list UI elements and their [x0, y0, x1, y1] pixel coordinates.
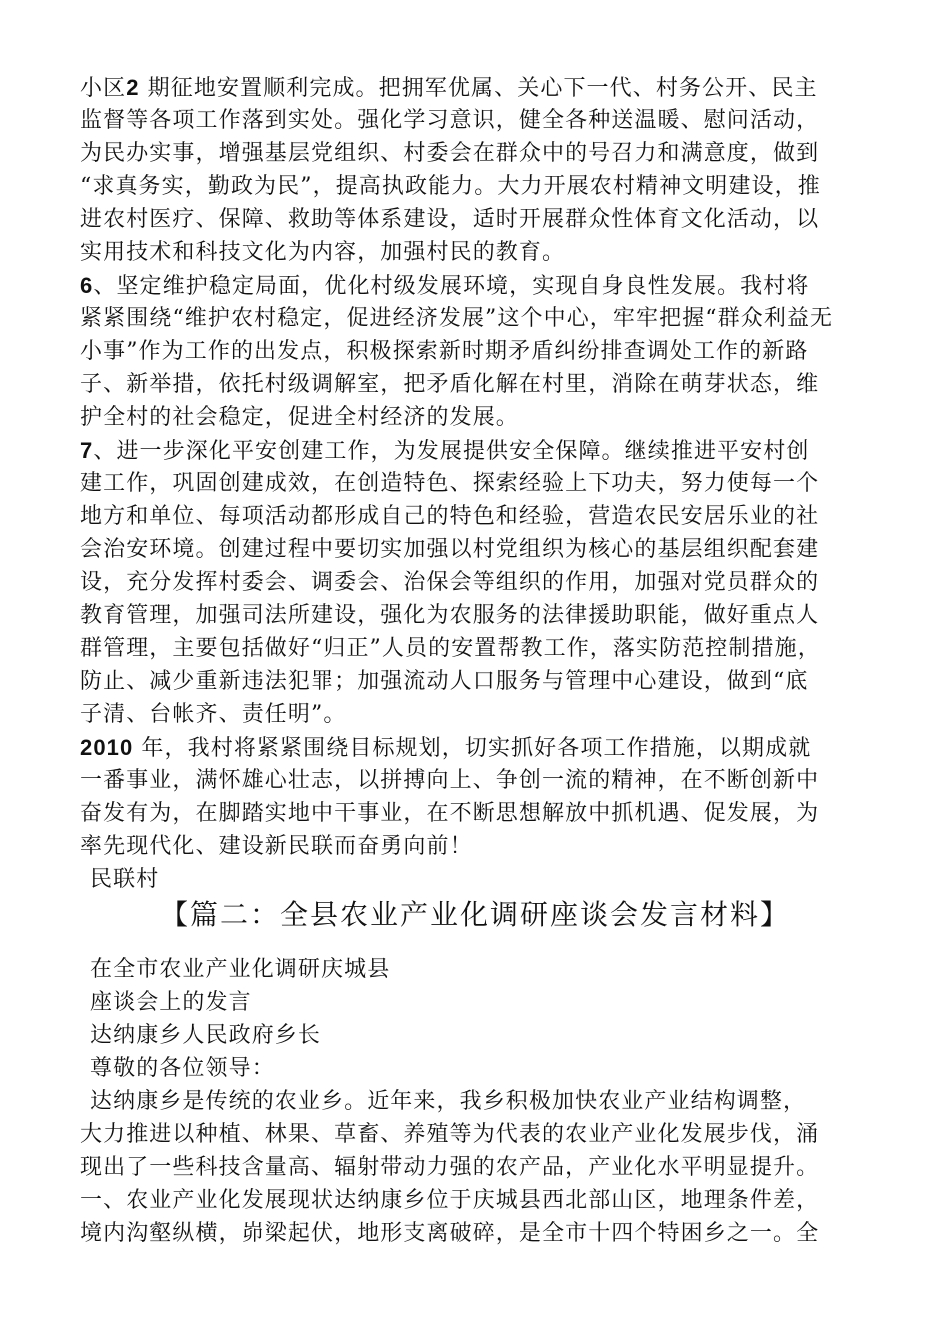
paragraph-line: 现出了一些科技含量高、辐射带动力强的农产品，产业化水平明显提升。	[80, 1155, 820, 1180]
paragraph-line: 一、农业产业化发展现状达纳康乡位于庆城县西北部山区，地理条件差，	[80, 1188, 820, 1213]
text-run: 年，我村将紧紧围绕目标规划，切实抓好各项工作措施，以期成就	[133, 736, 812, 761]
item-number: 7	[80, 438, 94, 463]
paragraph-line: 子清、台帐齐、责任明”。	[80, 702, 347, 727]
paragraph-line: 会治安环境。创建过程中要切实加强以村党组织为核心的基层组织配套建	[80, 537, 820, 562]
paragraph-line: 奋发有为，在脚踏实地中干事业，在不断思想解放中抓机遇、促发展，为	[80, 801, 820, 826]
paragraph-line: 紧紧围绕“维护农村稳定，促进经济发展”这个中心，牢牢把握“群众利益无	[80, 306, 834, 331]
salutation: 尊敬的各位领导：	[90, 1056, 275, 1081]
paragraph-line: 建工作，巩固创建成效，在创造特色、探索经验上下功夫，努力使每一个	[80, 471, 820, 496]
paragraph-line	[80, 73, 880, 103]
item-6-first-line	[80, 271, 880, 301]
item-number: 6	[80, 273, 94, 298]
paragraph-line: 率先现代化、建设新民联而奋勇向前！	[80, 834, 473, 859]
paragraph-line: 进农村医疗、保障、救助等体系建设，适时开展群众性体育文化活动，以	[80, 207, 820, 232]
text-run: 小区	[80, 76, 127, 101]
section-heading: 【篇二：全县农业产业化调研座谈会发言材料】	[159, 898, 790, 931]
paragraph-line: 小事”作为工作的出发点，积极探索新时期矛盾纠纷排查调处工作的新路	[80, 339, 809, 364]
text-run: 期征地安置顺利完成。把拥军优属、关心下一代、村务公开、民主	[139, 76, 818, 101]
paragraph-line: 子、新举措，依托村级调解室，把矛盾化解在村里，消除在萌芽状态，维	[80, 372, 820, 397]
speech-header-line: 在全市农业产业化调研庆城县	[90, 957, 391, 982]
paragraph-line: 群管理，主要包括做好“归正”人员的安置帮教工作，落实防范控制措施，	[80, 636, 821, 661]
paragraph-line: 境内沟壑纵横，峁梁起伏，地形支离破碎，是全市十四个特困乡之一。全	[80, 1221, 820, 1246]
speech-header-line: 座谈会上的发言	[90, 990, 252, 1015]
paragraph-line: 实用技术和科技文化为内容，加强村民的教育。	[80, 240, 566, 265]
paragraph-line: “求真务实，勤政为民”，提高执政能力。大力开展农村精神文明建设，推	[80, 174, 821, 199]
paragraph-line: 地方和单位、每项活动都形成自己的特色和经验，营造农民安居乐业的社	[80, 504, 820, 529]
paragraph-line: 一番事业，满怀雄心壮志，以拼搏向上、争创一流的精神，在不断创新中	[80, 768, 820, 793]
text-run: 、坚定维护稳定局面，优化村级发展环境，实现自身良性发展。我村将	[93, 274, 810, 299]
text-run: 、进一步深化平安创建工作，为发展提供安全保障。继续推进平安村创	[93, 439, 810, 464]
paragraph-line: 为民办实事，增强基层党组织、村委会在群众中的号召力和满意度，做到	[80, 141, 820, 166]
paragraph-line: 护全村的社会稳定，促进全村经济的发展。	[80, 405, 519, 430]
item-7-first-line	[80, 436, 880, 466]
year-number: 2010	[80, 735, 134, 760]
paragraph-line: 大力推进以种植、林果、草畜、养殖等为代表的农业产业化发展步伐，涌	[80, 1122, 820, 1147]
number-run: 2	[126, 75, 140, 100]
paragraph-line: 设，充分发挥村委会、调委会、治保会等组织的作用，加强对党员群众的	[80, 570, 820, 595]
speech-header-line: 达纳康乡人民政府乡长	[90, 1023, 322, 1048]
signature: 民联村	[90, 867, 160, 892]
closing-first-line	[80, 733, 880, 763]
paragraph-line: 教育管理，加强司法所建设，强化为农服务的法律援助职能，做好重点人	[80, 603, 820, 628]
paragraph-line: 防止、减少重新违法犯罪；加强流动人口服务与管理中心建设，做到“底	[80, 669, 809, 694]
paragraph-line: 监督等各项工作落到实处。强化学习意识，健全各种送温暖、慰问活动，	[80, 108, 820, 133]
paragraph-line: 达纳康乡是传统的农业乡。近年来，我乡积极加快农业产业结构调整，	[90, 1089, 807, 1114]
